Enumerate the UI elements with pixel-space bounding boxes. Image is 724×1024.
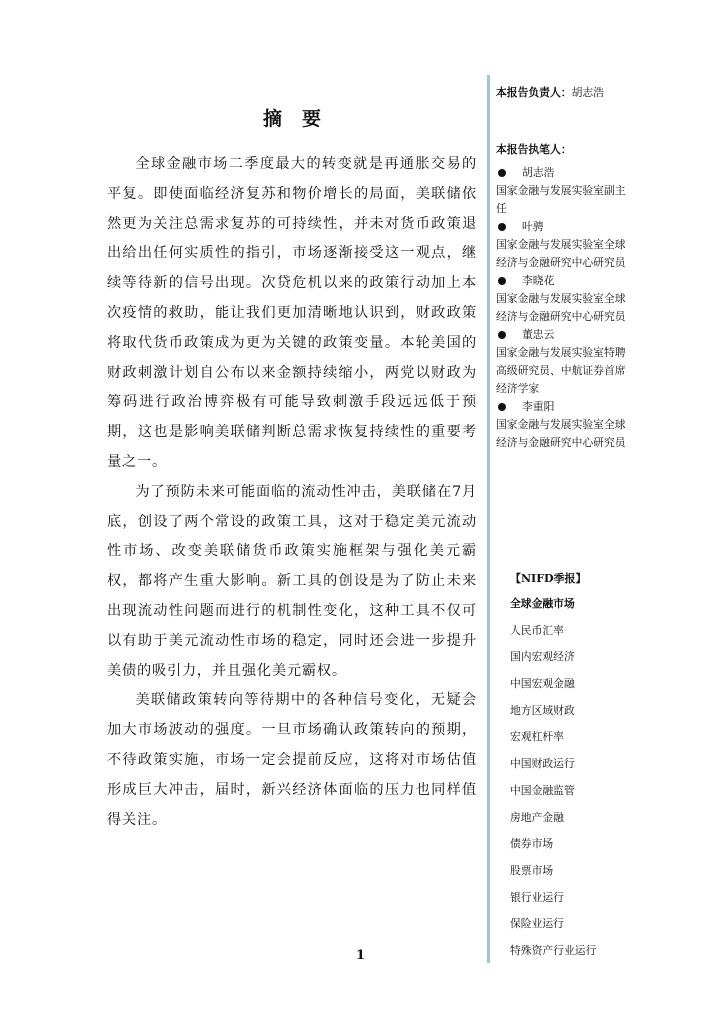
author-name: 叶骋 <box>496 218 636 236</box>
author-affiliation: 国家金融与发展实验室特聘高级研究员、中航证券首席经济学家 <box>496 346 626 395</box>
category-item[interactable]: 中国金融监管 <box>510 783 575 797</box>
category-item[interactable]: 银行业运行 <box>510 890 564 904</box>
category-item[interactable]: 全球金融市场 <box>510 597 575 610</box>
category-item[interactable]: 中国财政运行 <box>510 757 575 771</box>
page-title: 摘要 <box>262 108 341 130</box>
paragraph-1: 全球金融市场二季度最大的转变就是再通胀交易的平复。即使面临经济复苏和物价增长的局面，美联储依然更为关注总需求复苏的可持续性，并未对货币政策退出给出任何实质性的指引，市场逐渐接受这一观点，继续等待新的信号出现。次贷危机以来的政策行动加上本次疫情的救助，能让我们更加清晰地认识到，财政政策将取代货币政策成为更为关键的政策变量。本轮美国的财政刺激计划自公布以来金额持续缩小，两党以财政为筹码进行政治博弈极有可能导致刺激手段远远低于预期，这也是影响美联储判断总需求恢复持续性的重要考量之一。 <box>107 156 477 470</box>
sidebar-divider <box>487 75 490 963</box>
category-item[interactable]: 股票市场 <box>510 863 554 877</box>
author-name: 胡志浩 <box>496 164 636 182</box>
category-item[interactable]: 房地产金融 <box>510 810 564 824</box>
author-affiliation: 国家金融与发展实验室全球经济与金融研究中心研究员 <box>496 238 626 269</box>
abstract-body <box>107 150 477 835</box>
author-name: 李重阳 <box>496 398 636 416</box>
bullet-icon <box>498 223 506 231</box>
paragraph-2: 为了预防未来可能面临的流动性冲击，美联储在7月底，创设了两个常设的政策工具，这对于稳定美元流动性市场、改变美联储货币政策实施框架与强化美元霸权，都将产生重大影响。新工具的创设是为了防止未来出现流动性问题而进行的机制性变化，这种工具不仅可以有助于美元流动性市场的稳定，同时还会进一步提升美债的吸引力，并且强化美元霸权。 <box>107 483 477 679</box>
author-name: 李晓花 <box>496 272 636 290</box>
category-item[interactable]: 地方区域财政 <box>510 703 575 717</box>
series-label: 【NIFD季报】 <box>510 572 587 585</box>
paragraph-3: 美联储政策转向等待期中的各种信号变化，无疑会加大市场波动的强度。一旦市场确认政策转向的预期，不待政策实施，市场一定会提前反应，这将对市场估值形成巨大冲击，届时，新兴经济体面临的压力也同样值得关注。 <box>107 692 477 828</box>
page-number: 1 <box>356 948 366 963</box>
writers-label: 本报告执笔人： <box>496 143 572 156</box>
category-item[interactable]: 中国宏观金融 <box>510 677 575 691</box>
author-affiliation: 国家金融与发展实验室全球经济与金融研究中心研究员 <box>496 418 626 449</box>
category-item[interactable]: 债券市场 <box>510 837 554 851</box>
bullet-icon <box>498 403 506 411</box>
author-name: 董忠云 <box>496 326 636 344</box>
report-categories <box>510 596 596 970</box>
category-item[interactable]: 保险业运行 <box>510 917 564 931</box>
category-item[interactable]: 人民币汇率 <box>510 623 564 637</box>
category-item[interactable]: 宏观杠杆率 <box>510 730 564 744</box>
responsible-name: 胡志浩 <box>571 86 604 99</box>
author-affiliation: 国家金融与发展实验室副主任 <box>496 184 626 215</box>
responsible-person <box>496 85 604 100</box>
bullet-icon <box>498 169 506 177</box>
category-item[interactable]: 国内宏观经济 <box>510 650 575 664</box>
bullet-icon <box>498 277 506 285</box>
category-item[interactable]: 特殊资产行业运行 <box>510 943 597 957</box>
bullet-icon <box>498 331 506 339</box>
author-affiliation: 国家金融与发展实验室全球经济与金融研究中心研究员 <box>496 292 626 323</box>
authors-list <box>496 164 636 452</box>
responsible-label: 本报告负责人： <box>496 86 572 99</box>
